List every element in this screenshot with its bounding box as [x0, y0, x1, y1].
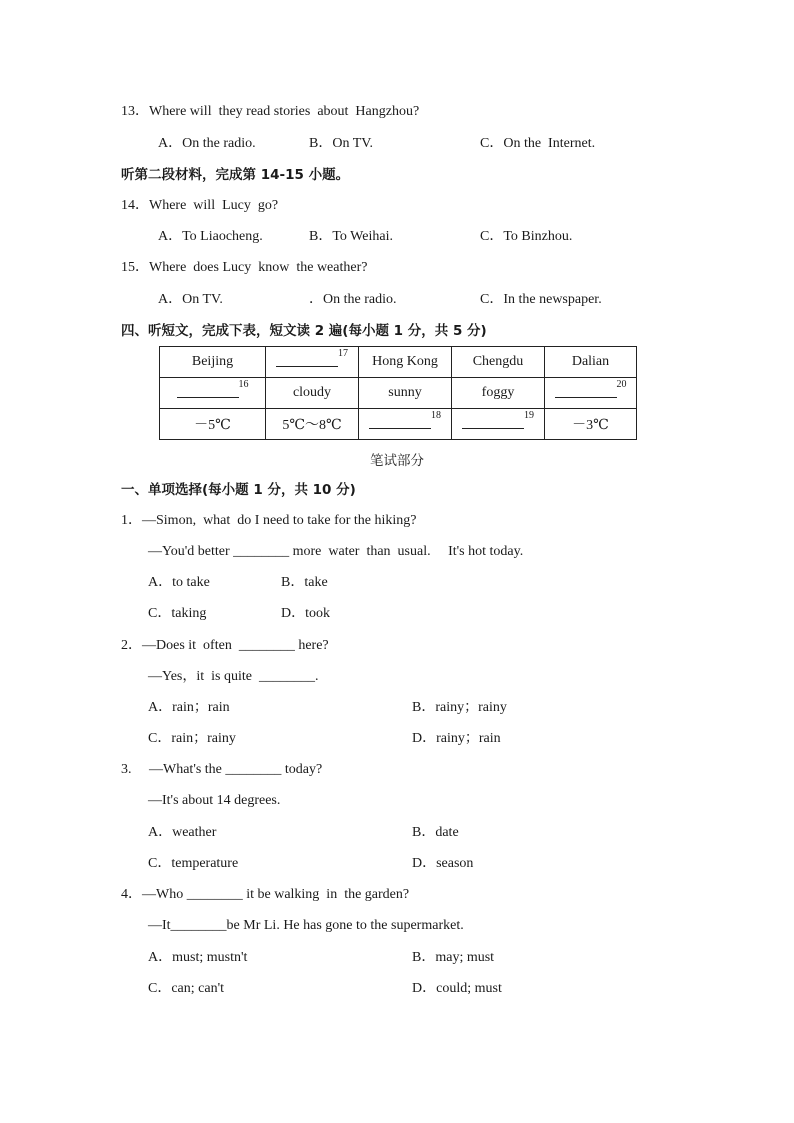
answer-blank[interactable]: [177, 383, 239, 398]
question-2-option-c: C．rain；rainy: [148, 731, 236, 746]
blank-number: 18: [431, 410, 441, 421]
answer-blank[interactable]: [369, 414, 431, 429]
table-cell: －3℃: [545, 409, 637, 440]
question-3-line2: —It's about 14 degrees.: [148, 793, 281, 808]
question-15-option-b: ．On the radio.: [309, 292, 397, 307]
blank-number: 17: [338, 348, 348, 359]
table-cell: [160, 378, 266, 409]
blank-number: 19: [524, 410, 534, 421]
question-1-option-d: D．took: [281, 606, 330, 621]
question-13-option-a: A．On the radio.: [158, 136, 256, 151]
section-instruction-2: 听第二段材料，完成第 14-15 小题。: [121, 167, 350, 183]
question-15-stem: 15．Where does Lucy know the weather?: [121, 260, 368, 275]
weather-table: [159, 346, 637, 440]
answer-blank[interactable]: [555, 383, 617, 398]
question-13-option-b: B．On TV.: [309, 136, 374, 151]
question-1-option-b: B．take: [281, 575, 328, 590]
written-section-title: 笔试部分: [370, 453, 424, 469]
question-3-option-a: A．weather: [148, 825, 217, 840]
question-2-line2: —Yes，it is quite ________.: [148, 669, 319, 684]
table-cell: 5℃～8℃: [266, 409, 359, 440]
answer-blank[interactable]: [276, 352, 338, 367]
table-cell: [359, 409, 452, 440]
table-cell: foggy: [452, 378, 545, 409]
question-14-stem: 14．Where will Lucy go?: [121, 198, 279, 213]
question-3-stem: 3. —What's the ________ today?: [121, 762, 323, 777]
question-15-option-a: A．On TV.: [158, 292, 223, 307]
question-3-option-b: B．date: [412, 825, 459, 840]
question-15-option-c: C．In the newspaper.: [480, 292, 602, 307]
question-4-stem: 4．—Who ________ it be walking in the garden?: [121, 887, 410, 902]
question-2-option-b: B．rainy；rainy: [412, 700, 507, 715]
question-4-option-d: D．could; must: [412, 981, 502, 996]
table-cell: Hong Kong: [359, 347, 452, 378]
table-cell: Chengdu: [452, 347, 545, 378]
question-14-option-b: B．To Weihai.: [309, 229, 393, 244]
question-1-option-a: A．to take: [148, 575, 210, 590]
answer-blank[interactable]: [462, 414, 524, 429]
question-4-option-b: B．may; must: [412, 950, 495, 965]
question-4-line2: —It________be Mr Li. He has gone to the supermarket.: [148, 918, 464, 933]
question-14-option-c: C．To Binzhou.: [480, 229, 573, 244]
table-row: [160, 347, 637, 378]
section-heading-1: 一、单项选择(每小题 1 分，共 10 分): [121, 482, 356, 498]
table-cell: sunny: [359, 378, 452, 409]
question-2-option-d: D．rainy；rain: [412, 731, 501, 746]
question-2-option-a: A．rain；rain: [148, 700, 230, 715]
question-14-option-a: A．To Liaocheng.: [158, 229, 263, 244]
table-row: [160, 378, 637, 409]
question-1-option-c: C．taking: [148, 606, 207, 621]
table-cell: －5℃: [160, 409, 266, 440]
question-2-stem: 2．—Does it often ________ here?: [121, 638, 329, 653]
table-cell: Dalian: [545, 347, 637, 378]
question-13-option-c: C．On the Internet.: [480, 136, 596, 151]
table-row: [160, 409, 637, 440]
table-cell: [545, 378, 637, 409]
question-1-line2: —You'd better ________ more water than usual. It's hot today.: [148, 544, 524, 559]
question-3-option-c: C．temperature: [148, 856, 239, 871]
question-4-option-a: A．must; mustn't: [148, 950, 248, 965]
question-4-option-c: C．can; can't: [148, 981, 224, 996]
table-cell: Beijing: [160, 347, 266, 378]
section-heading-4: 四、听短文，完成下表，短文读 2 遍(每小题 1 分，共 5 分): [121, 323, 487, 339]
question-1-stem: 1．—Simon, what do I need to take for the hiking?: [121, 513, 417, 528]
table-cell: cloudy: [266, 378, 359, 409]
table-cell: [266, 347, 359, 378]
blank-number: 16: [238, 379, 249, 390]
table-cell: [452, 409, 545, 440]
blank-number: 20: [616, 379, 627, 390]
question-3-option-d: D．season: [412, 856, 474, 871]
question-13-stem: 13．Where will they read stories about Hangzhou?: [121, 104, 420, 119]
